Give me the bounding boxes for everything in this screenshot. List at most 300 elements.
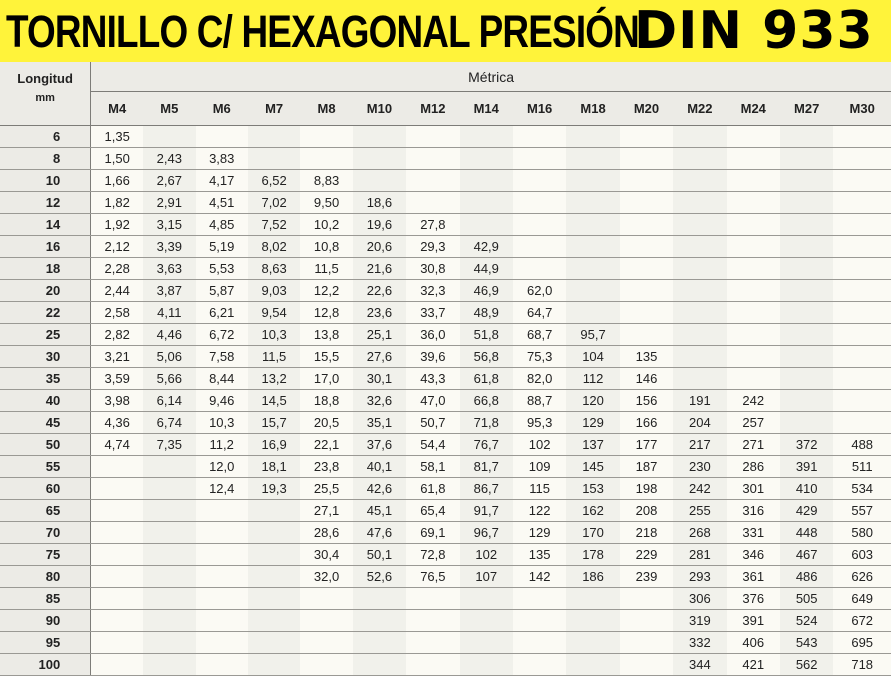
weight-cell: 178	[566, 544, 619, 566]
weight-cell: 20,6	[353, 236, 406, 258]
weight-cell: 12,2	[300, 280, 352, 302]
weight-cell	[727, 324, 780, 346]
weight-cell	[91, 610, 143, 632]
weight-cell	[196, 126, 248, 148]
weight-cell: 4,36	[91, 412, 143, 434]
weight-cell: 3,87	[143, 280, 195, 302]
weight-cell: 3,15	[143, 214, 195, 236]
weight-cell: 12,8	[300, 302, 352, 324]
length-cell: 10	[0, 170, 91, 192]
weight-cell: 107	[460, 566, 513, 588]
length-cell: 80	[0, 566, 91, 588]
weight-cell	[780, 170, 833, 192]
table-row	[0, 346, 891, 368]
weight-cell: 1,66	[91, 170, 143, 192]
weight-cell: 43,3	[406, 368, 459, 390]
weight-cell: 3,21	[91, 346, 143, 368]
table-row	[0, 632, 891, 654]
weight-cell: 10,2	[300, 214, 352, 236]
weight-cell: 8,44	[196, 368, 248, 390]
length-cell: 75	[0, 544, 91, 566]
weight-cell	[248, 148, 300, 170]
weight-cell	[248, 566, 300, 588]
weight-cell: 32,3	[406, 280, 459, 302]
weight-cell	[780, 236, 833, 258]
weight-cell: 2,43	[143, 148, 195, 170]
weight-cell: 3,83	[196, 148, 248, 170]
weight-cell: 3,39	[143, 236, 195, 258]
weight-cell	[300, 632, 352, 654]
weight-cell	[727, 346, 780, 368]
weight-cell: 7,52	[248, 214, 300, 236]
weight-cell	[673, 258, 726, 280]
weight-cell: 344	[673, 654, 726, 676]
weight-cell	[620, 126, 673, 148]
table-row	[0, 148, 891, 170]
weight-cell: 626	[833, 566, 891, 588]
weight-cell	[143, 588, 195, 610]
table-row	[0, 214, 891, 236]
table-row	[0, 126, 891, 148]
weight-cell: 218	[620, 522, 673, 544]
weight-cell	[406, 126, 459, 148]
weight-cell	[460, 654, 513, 676]
weight-cell	[833, 236, 891, 258]
weight-cell: 122	[513, 500, 566, 522]
weight-cell	[566, 302, 619, 324]
weight-cell	[833, 412, 891, 434]
weight-cell: 361	[727, 566, 780, 588]
weight-cell	[833, 126, 891, 148]
length-cell: 100	[0, 654, 91, 676]
weight-cell: 18,8	[300, 390, 352, 412]
weight-cell	[513, 126, 566, 148]
weight-cell: 562	[780, 654, 833, 676]
weight-cell: 50,7	[406, 412, 459, 434]
weight-cell	[460, 192, 513, 214]
weight-cell: 239	[620, 566, 673, 588]
length-unit: mm	[35, 92, 55, 104]
weight-cell	[620, 192, 673, 214]
weight-cell: 18,1	[248, 456, 300, 478]
weight-cell: 19,3	[248, 478, 300, 500]
weight-cell	[91, 588, 143, 610]
weight-cell: 486	[780, 566, 833, 588]
weight-cell: 4,51	[196, 192, 248, 214]
weight-cell: 15,7	[248, 412, 300, 434]
weight-cell: 9,54	[248, 302, 300, 324]
weight-cell	[91, 478, 143, 500]
weight-cell	[620, 302, 673, 324]
weight-cell	[196, 588, 248, 610]
weight-cell: 21,6	[353, 258, 406, 280]
weight-cell	[673, 214, 726, 236]
weight-cell: 391	[780, 456, 833, 478]
weight-cell	[673, 346, 726, 368]
weight-cell: 8,02	[248, 236, 300, 258]
weight-cell: 88,7	[513, 390, 566, 412]
weight-cell: 32,0	[300, 566, 352, 588]
weight-cell: 230	[673, 456, 726, 478]
weight-cell: 16,9	[248, 434, 300, 456]
weight-cell: 95,7	[566, 324, 619, 346]
size-header: M14	[460, 92, 513, 126]
weight-cell	[727, 236, 780, 258]
weight-cell	[143, 632, 195, 654]
weight-cell	[460, 170, 513, 192]
weight-cell	[300, 126, 352, 148]
weight-cell	[727, 368, 780, 390]
weight-cell	[248, 588, 300, 610]
length-cell: 45	[0, 412, 91, 434]
weight-cell	[196, 566, 248, 588]
weight-cell	[460, 588, 513, 610]
size-header: M30	[833, 92, 891, 126]
weight-cell	[620, 280, 673, 302]
weight-cell: 33,7	[406, 302, 459, 324]
weight-cell: 301	[727, 478, 780, 500]
weight-cell	[143, 126, 195, 148]
length-cell: 30	[0, 346, 91, 368]
weight-cell	[460, 126, 513, 148]
weight-cell: 198	[620, 478, 673, 500]
weight-cell	[673, 170, 726, 192]
weight-cell: 82,0	[513, 368, 566, 390]
weight-cell: 32,6	[353, 390, 406, 412]
length-cell: 8	[0, 148, 91, 170]
size-header: M27	[780, 92, 833, 126]
weight-cell: 332	[673, 632, 726, 654]
weight-cell: 23,8	[300, 456, 352, 478]
weight-cell	[780, 126, 833, 148]
weight-cell: 13,8	[300, 324, 352, 346]
table-row	[0, 170, 891, 192]
weight-cell	[727, 214, 780, 236]
weight-cell: 11,5	[300, 258, 352, 280]
weight-cell: 9,46	[196, 390, 248, 412]
weight-cell	[248, 126, 300, 148]
weight-cell	[143, 500, 195, 522]
metric-header: Métrica	[91, 62, 891, 92]
weight-cell: 35,1	[353, 412, 406, 434]
weight-cell: 557	[833, 500, 891, 522]
weight-cell: 242	[673, 478, 726, 500]
weight-cell	[780, 148, 833, 170]
table-row	[0, 588, 891, 610]
weight-cell: 25,1	[353, 324, 406, 346]
weight-cell: 7,02	[248, 192, 300, 214]
weight-cell: 14,5	[248, 390, 300, 412]
weight-cell: 75,3	[513, 346, 566, 368]
standard-code: DIN 933	[634, 1, 874, 61]
table-row	[0, 302, 891, 324]
weight-cell: 5,66	[143, 368, 195, 390]
length-cell: 12	[0, 192, 91, 214]
weight-cell: 208	[620, 500, 673, 522]
weight-cell	[196, 654, 248, 676]
weight-cell	[833, 192, 891, 214]
weight-cell	[300, 588, 352, 610]
weight-cell: 27,8	[406, 214, 459, 236]
size-header: M18	[566, 92, 619, 126]
weight-cell: 3,98	[91, 390, 143, 412]
table-row	[0, 456, 891, 478]
length-cell: 16	[0, 236, 91, 258]
weight-cell: 3,63	[143, 258, 195, 280]
weight-cell: 12,0	[196, 456, 248, 478]
table-row	[0, 236, 891, 258]
weight-cell: 2,82	[91, 324, 143, 346]
length-cell: 18	[0, 258, 91, 280]
weight-cell: 72,8	[406, 544, 459, 566]
weight-cell	[406, 610, 459, 632]
weight-cell: 69,1	[406, 522, 459, 544]
weight-cell: 65,4	[406, 500, 459, 522]
weight-cell: 255	[673, 500, 726, 522]
length-cell: 85	[0, 588, 91, 610]
size-header: M5	[143, 92, 195, 126]
weight-cell	[566, 126, 619, 148]
weight-cell	[566, 214, 619, 236]
weight-cell	[780, 324, 833, 346]
weight-cell: 718	[833, 654, 891, 676]
weight-cell: 372	[780, 434, 833, 456]
weight-cell: 7,58	[196, 346, 248, 368]
weight-cell: 10,3	[248, 324, 300, 346]
weight-cell: 20,5	[300, 412, 352, 434]
weight-cell: 649	[833, 588, 891, 610]
weight-cell	[91, 632, 143, 654]
weight-cell: 204	[673, 412, 726, 434]
length-cell: 55	[0, 456, 91, 478]
weight-cell	[248, 610, 300, 632]
weight-cell: 22,6	[353, 280, 406, 302]
length-cell: 60	[0, 478, 91, 500]
weight-cell	[727, 170, 780, 192]
weight-cell: 229	[620, 544, 673, 566]
weight-cell: 6,21	[196, 302, 248, 324]
weight-cell	[620, 148, 673, 170]
weight-cell: 376	[727, 588, 780, 610]
weight-cell: 306	[673, 588, 726, 610]
weight-cell: 410	[780, 478, 833, 500]
weight-cell	[727, 192, 780, 214]
weight-cell: 96,7	[460, 522, 513, 544]
weight-cell: 95,3	[513, 412, 566, 434]
weight-cell: 271	[727, 434, 780, 456]
weight-cell	[353, 654, 406, 676]
weight-cell	[91, 500, 143, 522]
weight-cell: 61,8	[460, 368, 513, 390]
weight-cell	[780, 390, 833, 412]
weight-cell: 8,63	[248, 258, 300, 280]
weight-cell: 68,7	[513, 324, 566, 346]
table-row	[0, 324, 891, 346]
weight-cell	[300, 148, 352, 170]
weight-cell: 27,6	[353, 346, 406, 368]
weight-cell: 8,83	[300, 170, 352, 192]
weight-cell	[300, 610, 352, 632]
weight-cell	[143, 522, 195, 544]
weight-cell: 25,5	[300, 478, 352, 500]
weight-cell	[780, 258, 833, 280]
weight-cell: 2,28	[91, 258, 143, 280]
weight-cell	[780, 346, 833, 368]
weight-cell: 129	[566, 412, 619, 434]
size-header: M22	[673, 92, 726, 126]
weight-cell	[143, 478, 195, 500]
weight-cell: 29,3	[406, 236, 459, 258]
weight-cell: 217	[673, 434, 726, 456]
weight-cell: 115	[513, 478, 566, 500]
weight-cell: 1,92	[91, 214, 143, 236]
weight-cell: 191	[673, 390, 726, 412]
table-row	[0, 654, 891, 676]
weight-cell: 2,44	[91, 280, 143, 302]
weight-cell: 162	[566, 500, 619, 522]
weight-cell: 44,9	[460, 258, 513, 280]
weight-cell: 102	[513, 434, 566, 456]
weight-cell	[143, 654, 195, 676]
weight-cell: 156	[620, 390, 673, 412]
weight-cell: 170	[566, 522, 619, 544]
weight-table	[0, 62, 891, 676]
size-header: M4	[91, 92, 143, 126]
weight-cell: 3,59	[91, 368, 143, 390]
weight-cell: 4,85	[196, 214, 248, 236]
weight-cell	[833, 368, 891, 390]
weight-cell: 47,0	[406, 390, 459, 412]
weight-cell	[513, 148, 566, 170]
weight-cell	[566, 170, 619, 192]
weight-cell	[566, 654, 619, 676]
weight-cell: 30,1	[353, 368, 406, 390]
weight-cell	[91, 522, 143, 544]
weight-cell: 86,7	[460, 478, 513, 500]
weight-cell: 281	[673, 544, 726, 566]
weight-cell	[91, 456, 143, 478]
size-header: M8	[300, 92, 352, 126]
weight-cell: 39,6	[406, 346, 459, 368]
weight-cell	[406, 632, 459, 654]
weight-cell: 5,53	[196, 258, 248, 280]
weight-cell	[406, 192, 459, 214]
weight-cell: 511	[833, 456, 891, 478]
length-label: Longitud	[17, 71, 73, 86]
weight-cell	[143, 544, 195, 566]
length-cell: 90	[0, 610, 91, 632]
weight-cell	[620, 654, 673, 676]
weight-cell	[513, 588, 566, 610]
size-header-row	[0, 92, 891, 126]
weight-cell	[353, 126, 406, 148]
weight-cell	[513, 236, 566, 258]
weight-cell	[353, 148, 406, 170]
weight-cell: 9,50	[300, 192, 352, 214]
weight-cell: 142	[513, 566, 566, 588]
weight-cell: 7,35	[143, 434, 195, 456]
length-cell: 70	[0, 522, 91, 544]
title-bar	[0, 0, 891, 62]
weight-cell: 6,74	[143, 412, 195, 434]
weight-cell: 2,12	[91, 236, 143, 258]
weight-cell: 153	[566, 478, 619, 500]
weight-cell: 30,8	[406, 258, 459, 280]
weight-cell	[833, 346, 891, 368]
weight-cell	[620, 632, 673, 654]
weight-cell: 56,8	[460, 346, 513, 368]
weight-cell	[620, 214, 673, 236]
table-row	[0, 500, 891, 522]
weight-cell: 268	[673, 522, 726, 544]
weight-cell: 346	[727, 544, 780, 566]
weight-cell: 293	[673, 566, 726, 588]
weight-cell: 242	[727, 390, 780, 412]
weight-cell	[566, 280, 619, 302]
weight-cell	[143, 456, 195, 478]
weight-cell: 672	[833, 610, 891, 632]
weight-cell	[513, 610, 566, 632]
weight-cell: 37,6	[353, 434, 406, 456]
weight-cell	[353, 632, 406, 654]
weight-cell: 76,5	[406, 566, 459, 588]
weight-cell: 467	[780, 544, 833, 566]
weight-cell: 104	[566, 346, 619, 368]
weight-cell: 316	[727, 500, 780, 522]
weight-cell	[566, 148, 619, 170]
weight-cell: 27,1	[300, 500, 352, 522]
length-cell: 6	[0, 126, 91, 148]
weight-cell: 23,6	[353, 302, 406, 324]
weight-cell: 42,6	[353, 478, 406, 500]
table-row	[0, 434, 891, 456]
weight-cell: 42,9	[460, 236, 513, 258]
weight-cell: 58,1	[406, 456, 459, 478]
weight-cell	[673, 280, 726, 302]
weight-cell	[833, 302, 891, 324]
weight-cell	[727, 126, 780, 148]
size-header: M12	[406, 92, 459, 126]
weight-cell: 12,4	[196, 478, 248, 500]
weight-cell	[620, 324, 673, 346]
weight-cell: 10,8	[300, 236, 352, 258]
weight-cell: 129	[513, 522, 566, 544]
weight-cell	[91, 566, 143, 588]
weight-cell	[566, 588, 619, 610]
table-row	[0, 478, 891, 500]
table-row	[0, 610, 891, 632]
weight-cell	[196, 632, 248, 654]
weight-cell: 448	[780, 522, 833, 544]
weight-cell	[833, 214, 891, 236]
length-cell: 65	[0, 500, 91, 522]
weight-cell	[566, 632, 619, 654]
weight-cell: 51,8	[460, 324, 513, 346]
weight-cell	[353, 610, 406, 632]
weight-cell	[833, 258, 891, 280]
weight-cell	[513, 214, 566, 236]
weight-cell: 45,1	[353, 500, 406, 522]
weight-cell: 4,17	[196, 170, 248, 192]
weight-cell: 505	[780, 588, 833, 610]
weight-cell: 534	[833, 478, 891, 500]
weight-cell	[673, 148, 726, 170]
weight-cell	[248, 522, 300, 544]
weight-cell: 319	[673, 610, 726, 632]
weight-cell: 488	[833, 434, 891, 456]
weight-cell	[620, 588, 673, 610]
weight-cell: 4,46	[143, 324, 195, 346]
